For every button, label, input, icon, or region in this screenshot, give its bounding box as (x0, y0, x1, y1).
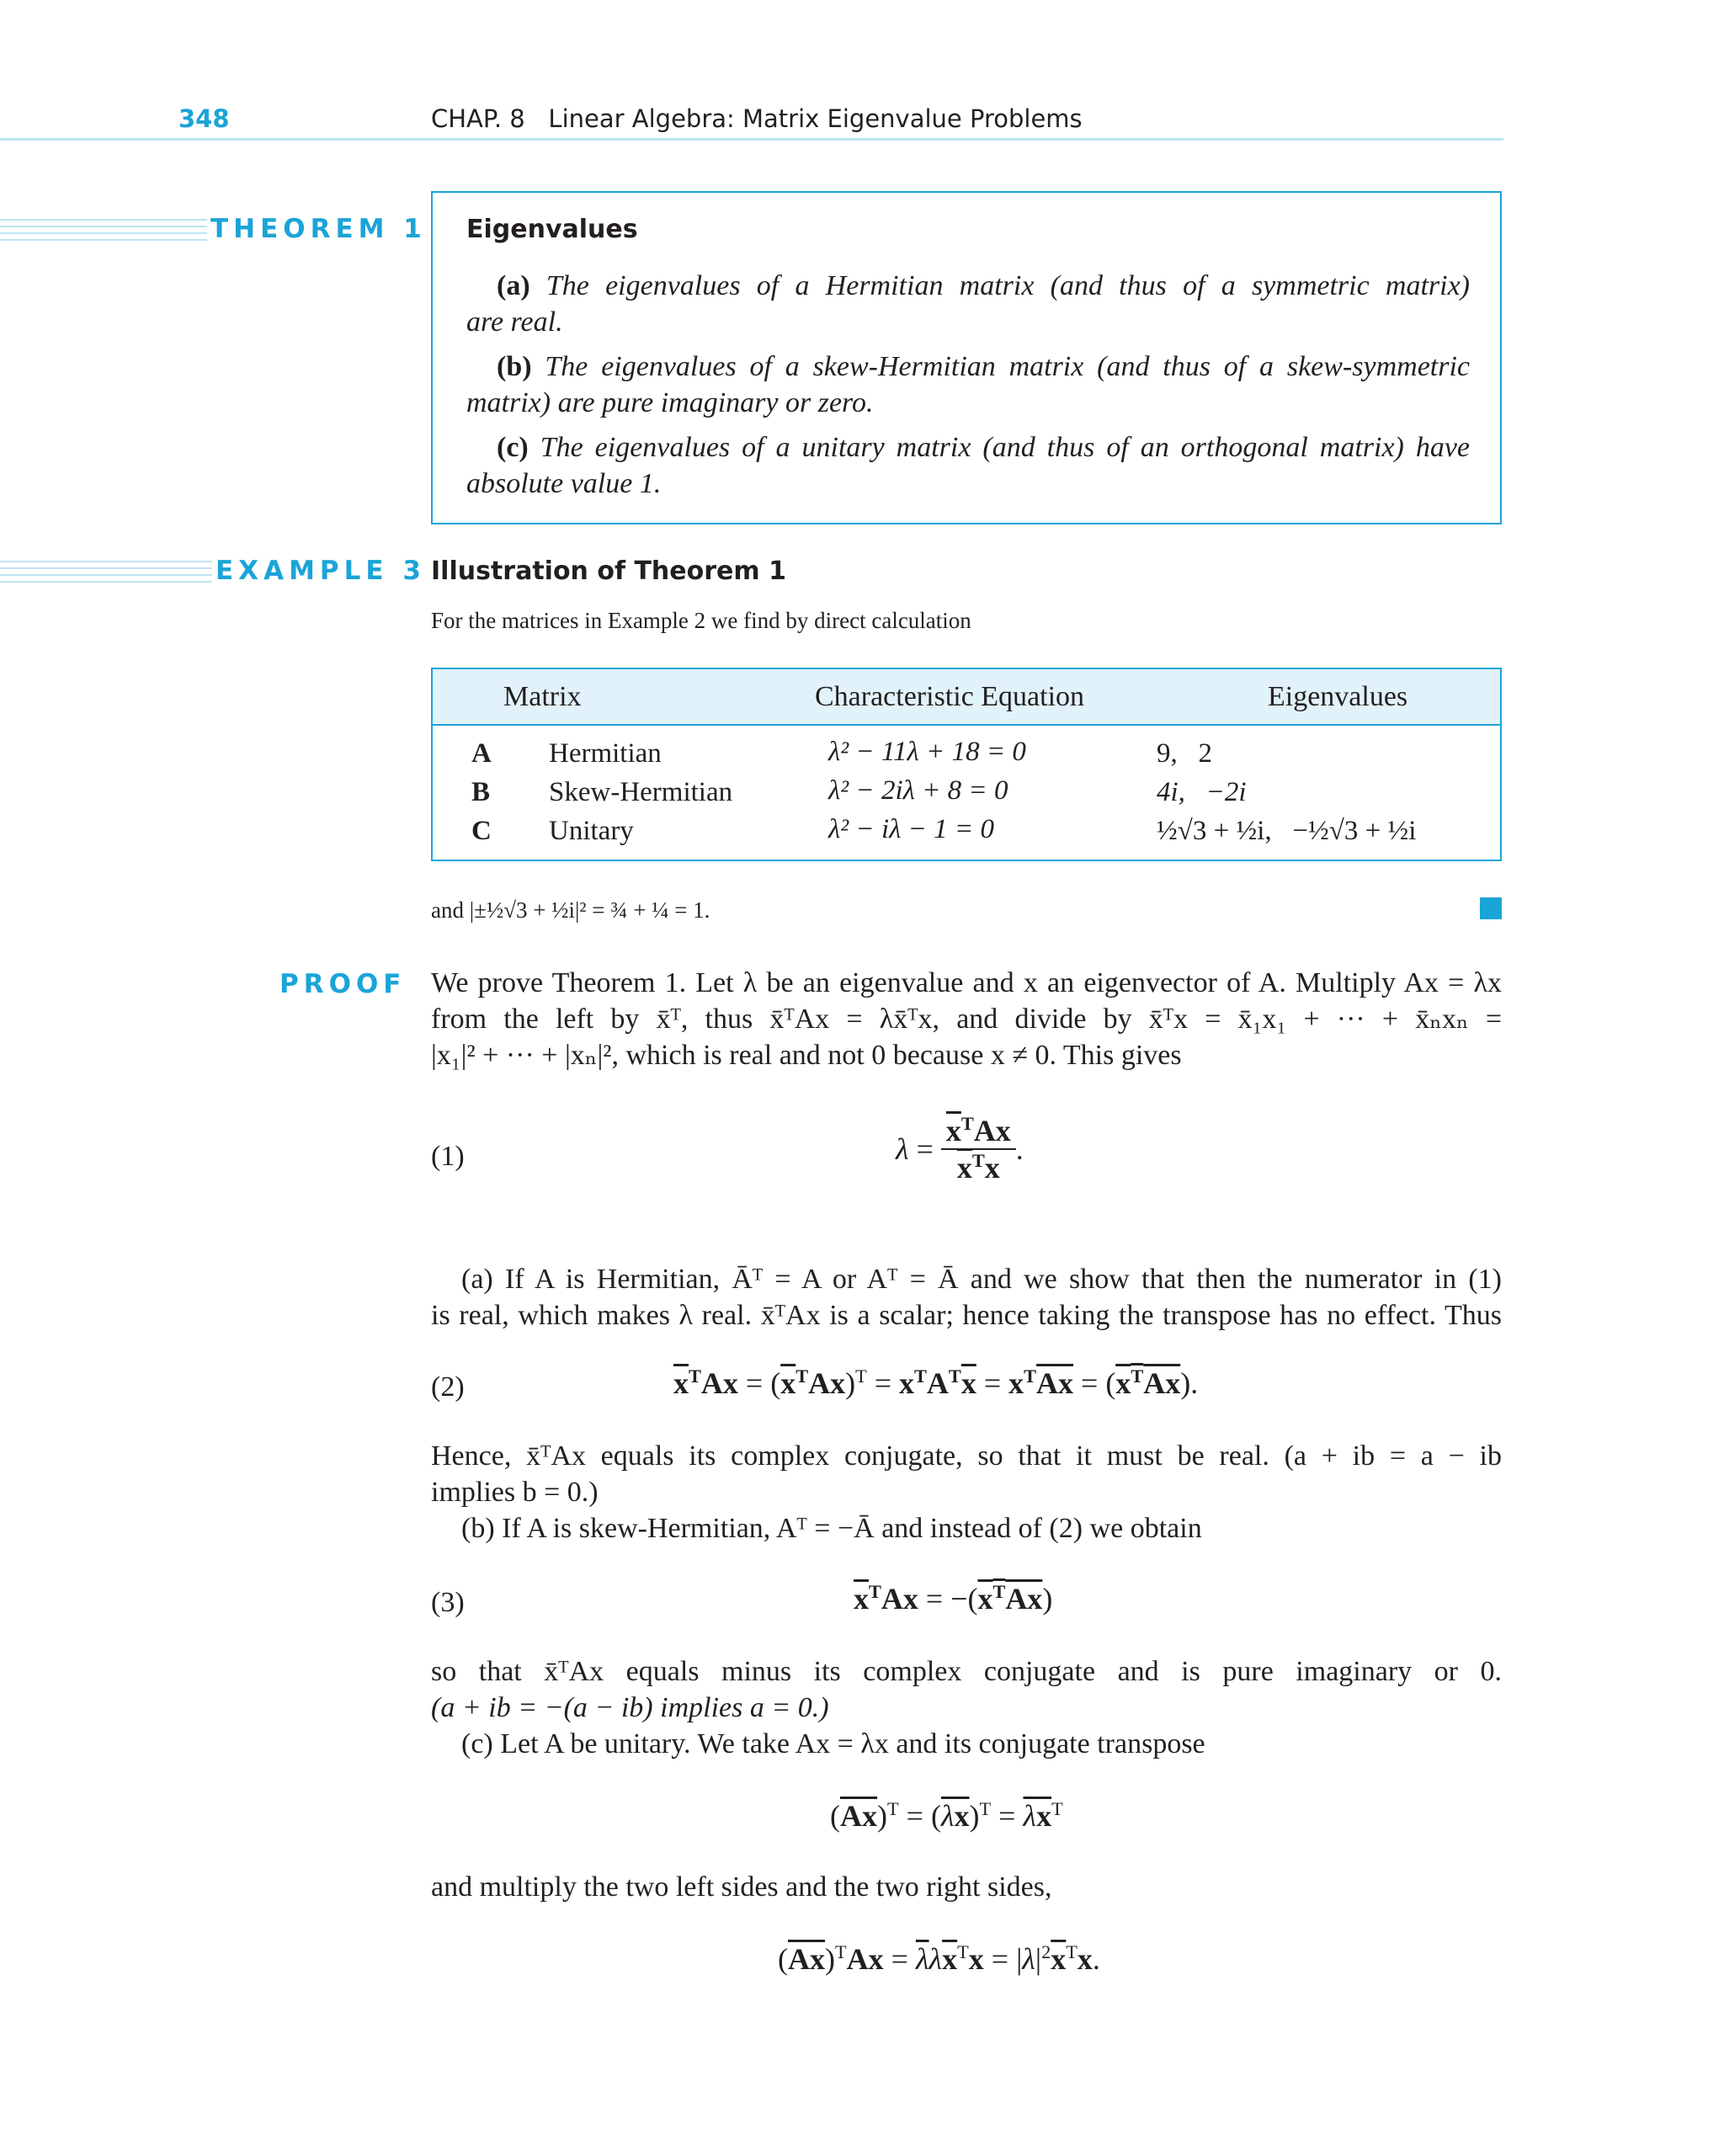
equation-3: $\overline{x}^TAx = -(x^TAx)$ (854, 1581, 1053, 1616)
theorem-a-tag: (a) (497, 270, 530, 301)
theorem-b-line1: The eigenvalues of a skew-Hermitian matrix (and thus of a skew-symmetric (545, 351, 1471, 382)
part-b-line: (b) If A is skew-Hermitian, Aᵀ = −Ā and instead of (2) we obtain (461, 1513, 1202, 1544)
theorem-c-line1: The eigenvalues of a unitary matrix (and thus of an orthogonal matrix) have (540, 432, 1471, 463)
part-a (431, 1261, 1502, 1334)
theorem-part-c (466, 429, 1470, 502)
row-b-eigenvalues: 4i, −2i (1157, 777, 1247, 807)
so-that-line1: so that x̄ᵀAx equals minus its complex conjugate and is pure imaginary or 0. (431, 1656, 1502, 1687)
eq1-number: (1) (431, 1141, 465, 1172)
example-closing: and |±½√3 + ½i|² = ¾ + ¼ = 1. (431, 897, 710, 923)
table-header (433, 669, 1500, 726)
theorem-a-line1: The eigenvalues of a Hermitian matrix (and thus of a symmetric matrix) (545, 270, 1470, 301)
hence-line2: implies b = 0.) (431, 1477, 599, 1508)
page-number: 348 (178, 104, 230, 133)
row-c-name: Unitary (549, 816, 634, 846)
header-equation: Characteristic Equation (815, 681, 1085, 712)
part-a-line1: (a) If A is Hermitian, Āᵀ = A or Aᵀ = Ā and we show that then the numerator in (1) (461, 1264, 1502, 1295)
row-a-name: Hermitian (549, 738, 662, 769)
eigen-table (431, 668, 1502, 861)
header-matrix: Matrix (503, 681, 582, 712)
theorem-c-tag: (c) (497, 432, 529, 463)
equation-conjugate: $(\overline{Ax})^T = (\lambda x)^T = \overline{\lambda}\overline{x}^T$ (830, 1798, 1063, 1833)
row-c-eigenvalues: ½√3 + ½i, −½√3 + ½i (1157, 816, 1417, 846)
row-a-eigenvalues: 9, 2 (1157, 738, 1212, 769)
so-that-line2: (a + ib = −(a − ib) implies a = 0.) (431, 1692, 829, 1723)
proof-line2: from the left by x̄ᵀ, thus x̄ᵀAx = λx̄ᵀx, and divide by x̄ᵀx = x̄₁x₁ + ··· + x̄ₙxₙ = (431, 1003, 1502, 1035)
theorem-a-line2: are real. (466, 306, 563, 338)
hence-line1: Hence, x̄ᵀAx equals its complex conjugate, so that it must be real. (a + ib = a − ib (431, 1440, 1502, 1472)
part-a-line2: is real, which makes λ real. x̄ᵀAx is a scalar; hence taking the transpose has no effect. Thus (431, 1300, 1502, 1331)
theorem-b-tag: (b) (497, 351, 532, 382)
so-that-paragraph (431, 1653, 1502, 1762)
part-c-line: (c) Let A be unitary. We take Ax = λx and its conjugate transpose (461, 1728, 1205, 1759)
row-c-equation: λ² − iλ − 1 = 0 (828, 814, 994, 844)
chapter-title: Linear Algebra: Matrix Eigenvalue Problems (548, 104, 1083, 133)
running-head (431, 104, 1083, 133)
row-b-letter: B (471, 777, 491, 807)
end-of-example-square (1480, 897, 1502, 919)
example-heading: Illustration of Theorem 1 (431, 556, 786, 586)
equation-1: λ = $\overline{x}^TAx$ $\overline{x}^Tx$ . (896, 1113, 1024, 1184)
row-a-letter: A (471, 738, 492, 769)
multiply-line: and multiply the two left sides and the two right sides, (431, 1871, 1052, 1903)
equation-final: $(\overline{Ax})^TAx = \overline{\lambda}\lambda\overline{x}^Tx = |\lambda|^2\overline{x}^Tx$. (778, 1941, 1100, 1976)
row-a-equation: λ² − 11λ + 18 = 0 (828, 737, 1026, 767)
theorem-c-line2: absolute value 1. (466, 468, 662, 499)
equation-2: $\overline{x}^TAx = (\overline{x}^TAx)^T = x^TA^T\overline{x} = x^T\overline{Ax} = (x^TAx)$. (673, 1365, 1199, 1400)
example-label: EXAMPLE 3 (212, 556, 429, 586)
proof-line1: We prove Theorem 1. Let λ be an eigenvalue and x an eigenvector of A. Multiply Ax = λx (431, 967, 1502, 998)
example-intro: For the matrices in Example 2 we find by direct calculation (431, 608, 971, 633)
proof-intro (431, 965, 1502, 1073)
proof-label: PROOF (279, 969, 407, 999)
theorem-label: THEOREM 1 (207, 214, 430, 244)
row-b-name: Skew-Hermitian (549, 777, 733, 807)
header-eigenvalues: Eigenvalues (1268, 681, 1408, 712)
theorem-heading: Eigenvalues (466, 215, 638, 244)
theorem-part-a (466, 268, 1470, 340)
header-rule (0, 138, 1503, 141)
chapter-label: CHAP. 8 (431, 104, 525, 133)
eq2-number: (2) (431, 1371, 465, 1403)
row-b-equation: λ² − 2iλ + 8 = 0 (828, 775, 1008, 806)
theorem-part-b (466, 349, 1470, 421)
row-c-letter: C (471, 816, 492, 846)
proof-line3: |x₁|² + ··· + |xₙ|², which is real and not 0 because x ≠ 0. This gives (431, 1040, 1182, 1071)
hence-paragraph (431, 1438, 1502, 1546)
eq3-number: (3) (431, 1587, 465, 1618)
theorem-b-line2: matrix) are pure imaginary or zero. (466, 387, 874, 418)
